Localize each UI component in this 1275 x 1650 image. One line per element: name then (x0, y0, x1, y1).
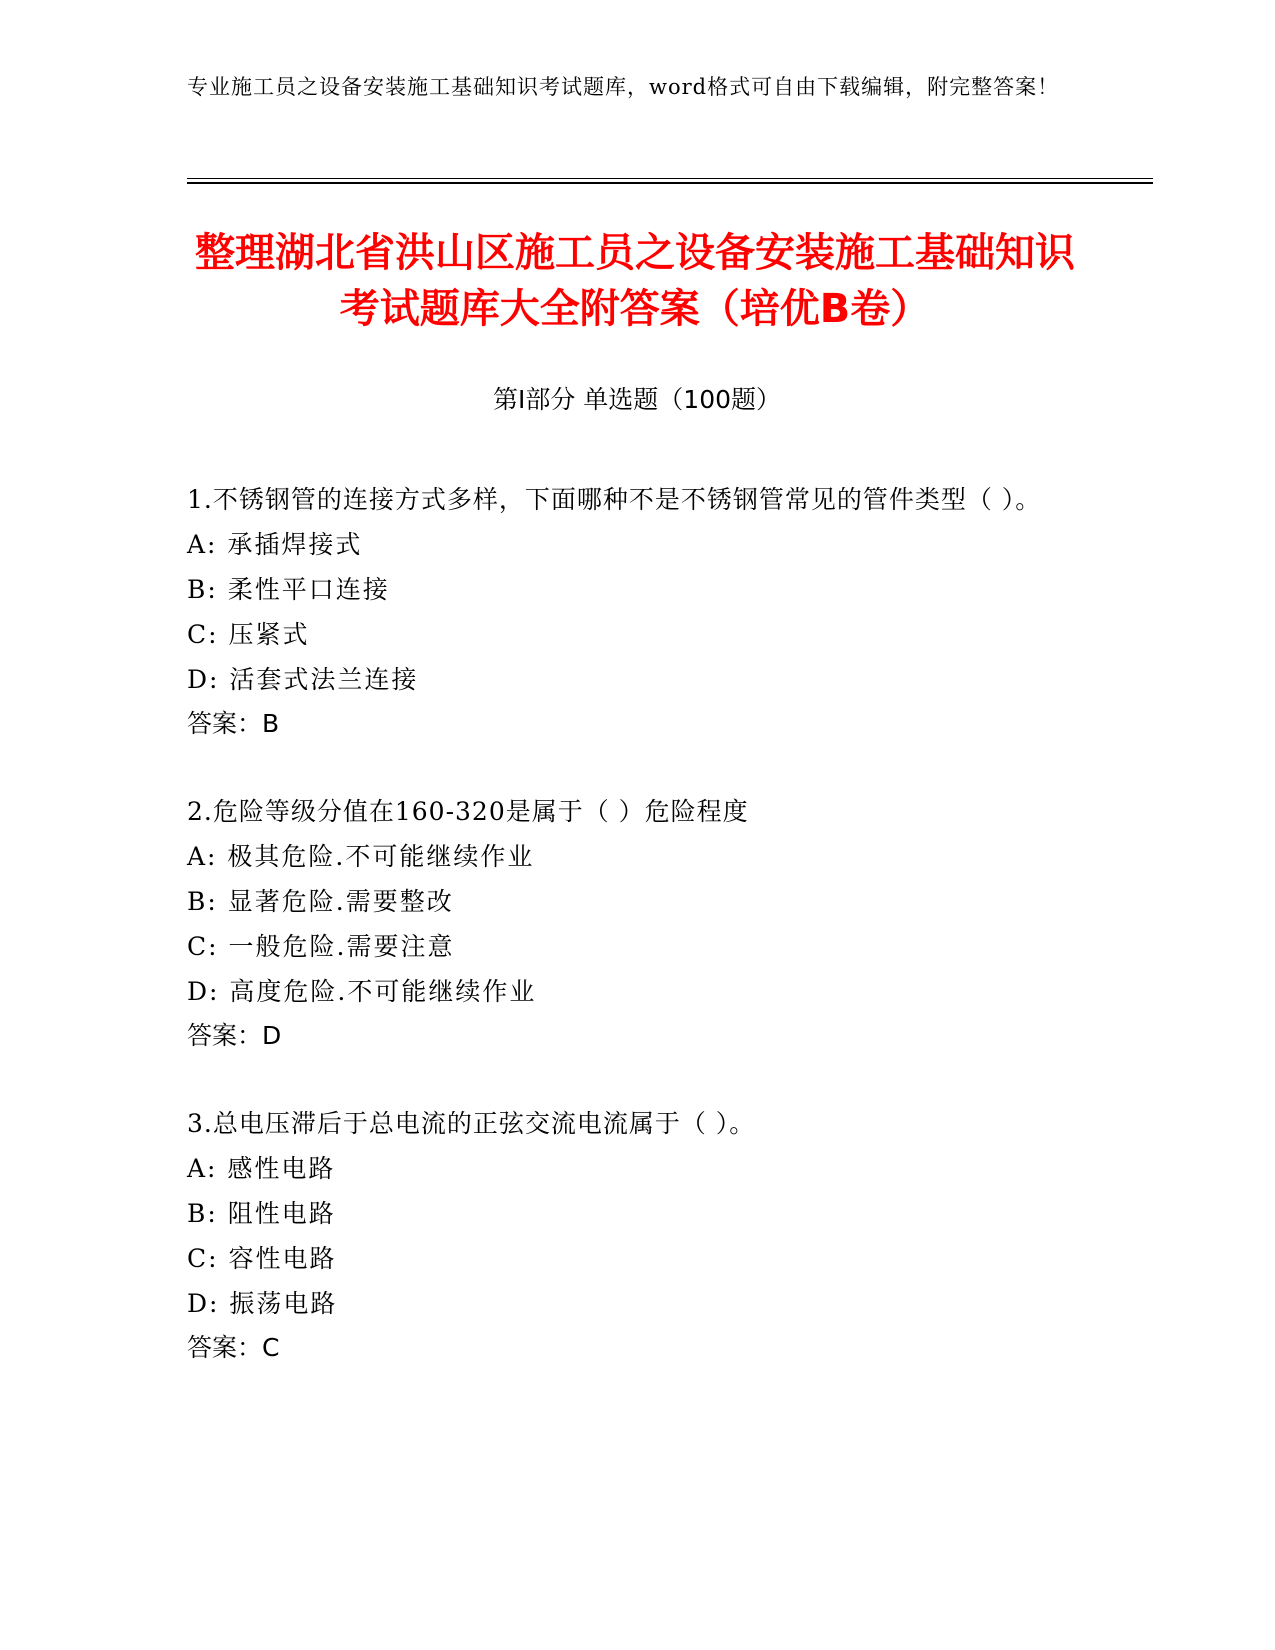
option-d: D: 振荡电路 (187, 1289, 338, 1318)
question-stem: 3.总电压滞后于总电流的正弦交流电流属于（ ）。 (187, 1109, 756, 1138)
document-title: 整理湖北省洪山区施工员之设备安装施工基础知识考试题库大全附答案（培优B卷） (195, 230, 1075, 332)
option-a: A: 感性电路 (187, 1154, 336, 1183)
header-rule-thin (187, 178, 1153, 179)
question-stem: 2.危险等级分值在160-320是属于（ ）危险程度 (187, 797, 749, 826)
option-a: A: 极其危险.不可能继续作业 (187, 842, 535, 871)
option-c: C: 容性电路 (187, 1244, 337, 1273)
option-c: C: 压紧式 (187, 620, 310, 649)
option-b: B: 阻性电路 (187, 1199, 336, 1228)
option-d: D: 活套式法兰连接 (187, 665, 419, 694)
answer: 答案：C (187, 1333, 280, 1362)
header-note: 专业施工员之设备安装施工基础知识考试题库，word格式可自由下载编辑，附完整答案！ (187, 75, 1060, 99)
question-item (187, 790, 1067, 1058)
answer: 答案：D (187, 1021, 282, 1050)
answer: 答案：B (187, 709, 280, 738)
question-item (187, 1102, 1067, 1370)
option-a: A: 承插焊接式 (187, 530, 363, 559)
question-item (187, 478, 1067, 746)
option-b: B: 显著危险.需要整改 (187, 887, 454, 916)
header-rule-thick (187, 182, 1153, 184)
question-list (187, 478, 1067, 1414)
question-stem: 1.不锈钢管的连接方式多样，下面哪种不是不锈钢管常见的管件类型（ ）。 (187, 485, 1042, 514)
section-heading: 第Ⅰ部分 单选题（100题） (492, 385, 782, 414)
option-d: D: 高度危险.不可能继续作业 (187, 977, 537, 1006)
option-c: C: 一般危险.需要注意 (187, 932, 455, 961)
option-b: B: 柔性平口连接 (187, 575, 390, 604)
